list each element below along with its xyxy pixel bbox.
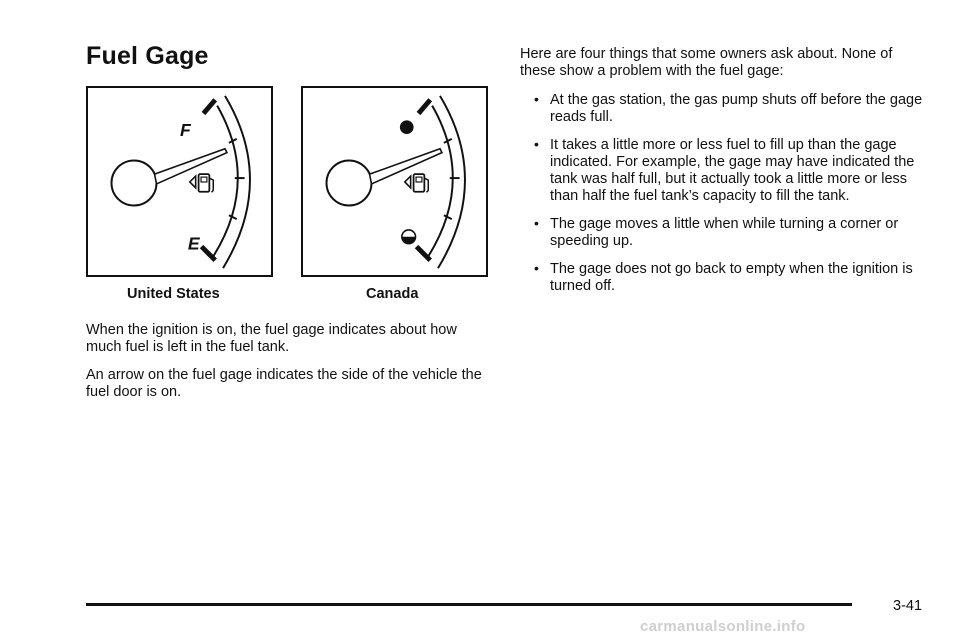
fuel-pump-icon (190, 174, 213, 192)
us-fuel-gage-drawing (88, 88, 271, 275)
full-symbol-icon (400, 120, 414, 134)
fuel-pump-icon (405, 174, 428, 192)
empty-symbol-icon (402, 230, 416, 244)
us-figure-caption: United States (127, 286, 220, 302)
intro-paragraph: Here are four things that some owners ask about. None of these show a problem with the fuel gage: (520, 46, 893, 79)
full-mark-label: F (179, 119, 191, 140)
bullet-icon: • (534, 91, 539, 107)
bullet-icon: • (534, 260, 539, 276)
us-fuel-gage-illustration (86, 86, 273, 277)
list-item (520, 261, 930, 295)
list-item-text: The gage moves a little when while turning a corner or speeding up. (550, 216, 899, 249)
list-item-text: At the gas station, the gas pump shuts off before the gage reads full. (550, 92, 923, 125)
list-item-text: It takes a little more or less fuel to fill up than the gage indicated. For example, the gage may have indicated the tank was half full, but it actually took a little more or less than half the fuel tank’s capacity to fill the tank. (550, 137, 915, 204)
page-title: Fuel Gage (86, 42, 209, 70)
canada-figure-caption: Canada (366, 286, 419, 302)
list-item (520, 92, 930, 126)
body-paragraph: An arrow on the fuel gage indicates the side of the vehicle the fuel door is on. (86, 367, 482, 400)
bullet-icon: • (534, 215, 539, 231)
page-number: 3-41 (893, 598, 923, 614)
bullet-list (520, 92, 930, 306)
list-item (520, 216, 930, 250)
list-item-text: The gage does not go back to empty when the ignition is turned off. (550, 261, 913, 294)
bullet-icon: • (534, 136, 539, 152)
footer-rule (86, 603, 852, 606)
canada-fuel-gage-drawing (303, 88, 486, 275)
list-item (520, 137, 930, 205)
watermark: carmanualsonline.info (640, 618, 806, 635)
empty-mark-label: E (187, 233, 200, 254)
body-paragraph: When the ignition is on, the fuel gage indicates about how much fuel is left in the fuel tank. (86, 322, 457, 355)
canada-fuel-gage-illustration (301, 86, 488, 277)
